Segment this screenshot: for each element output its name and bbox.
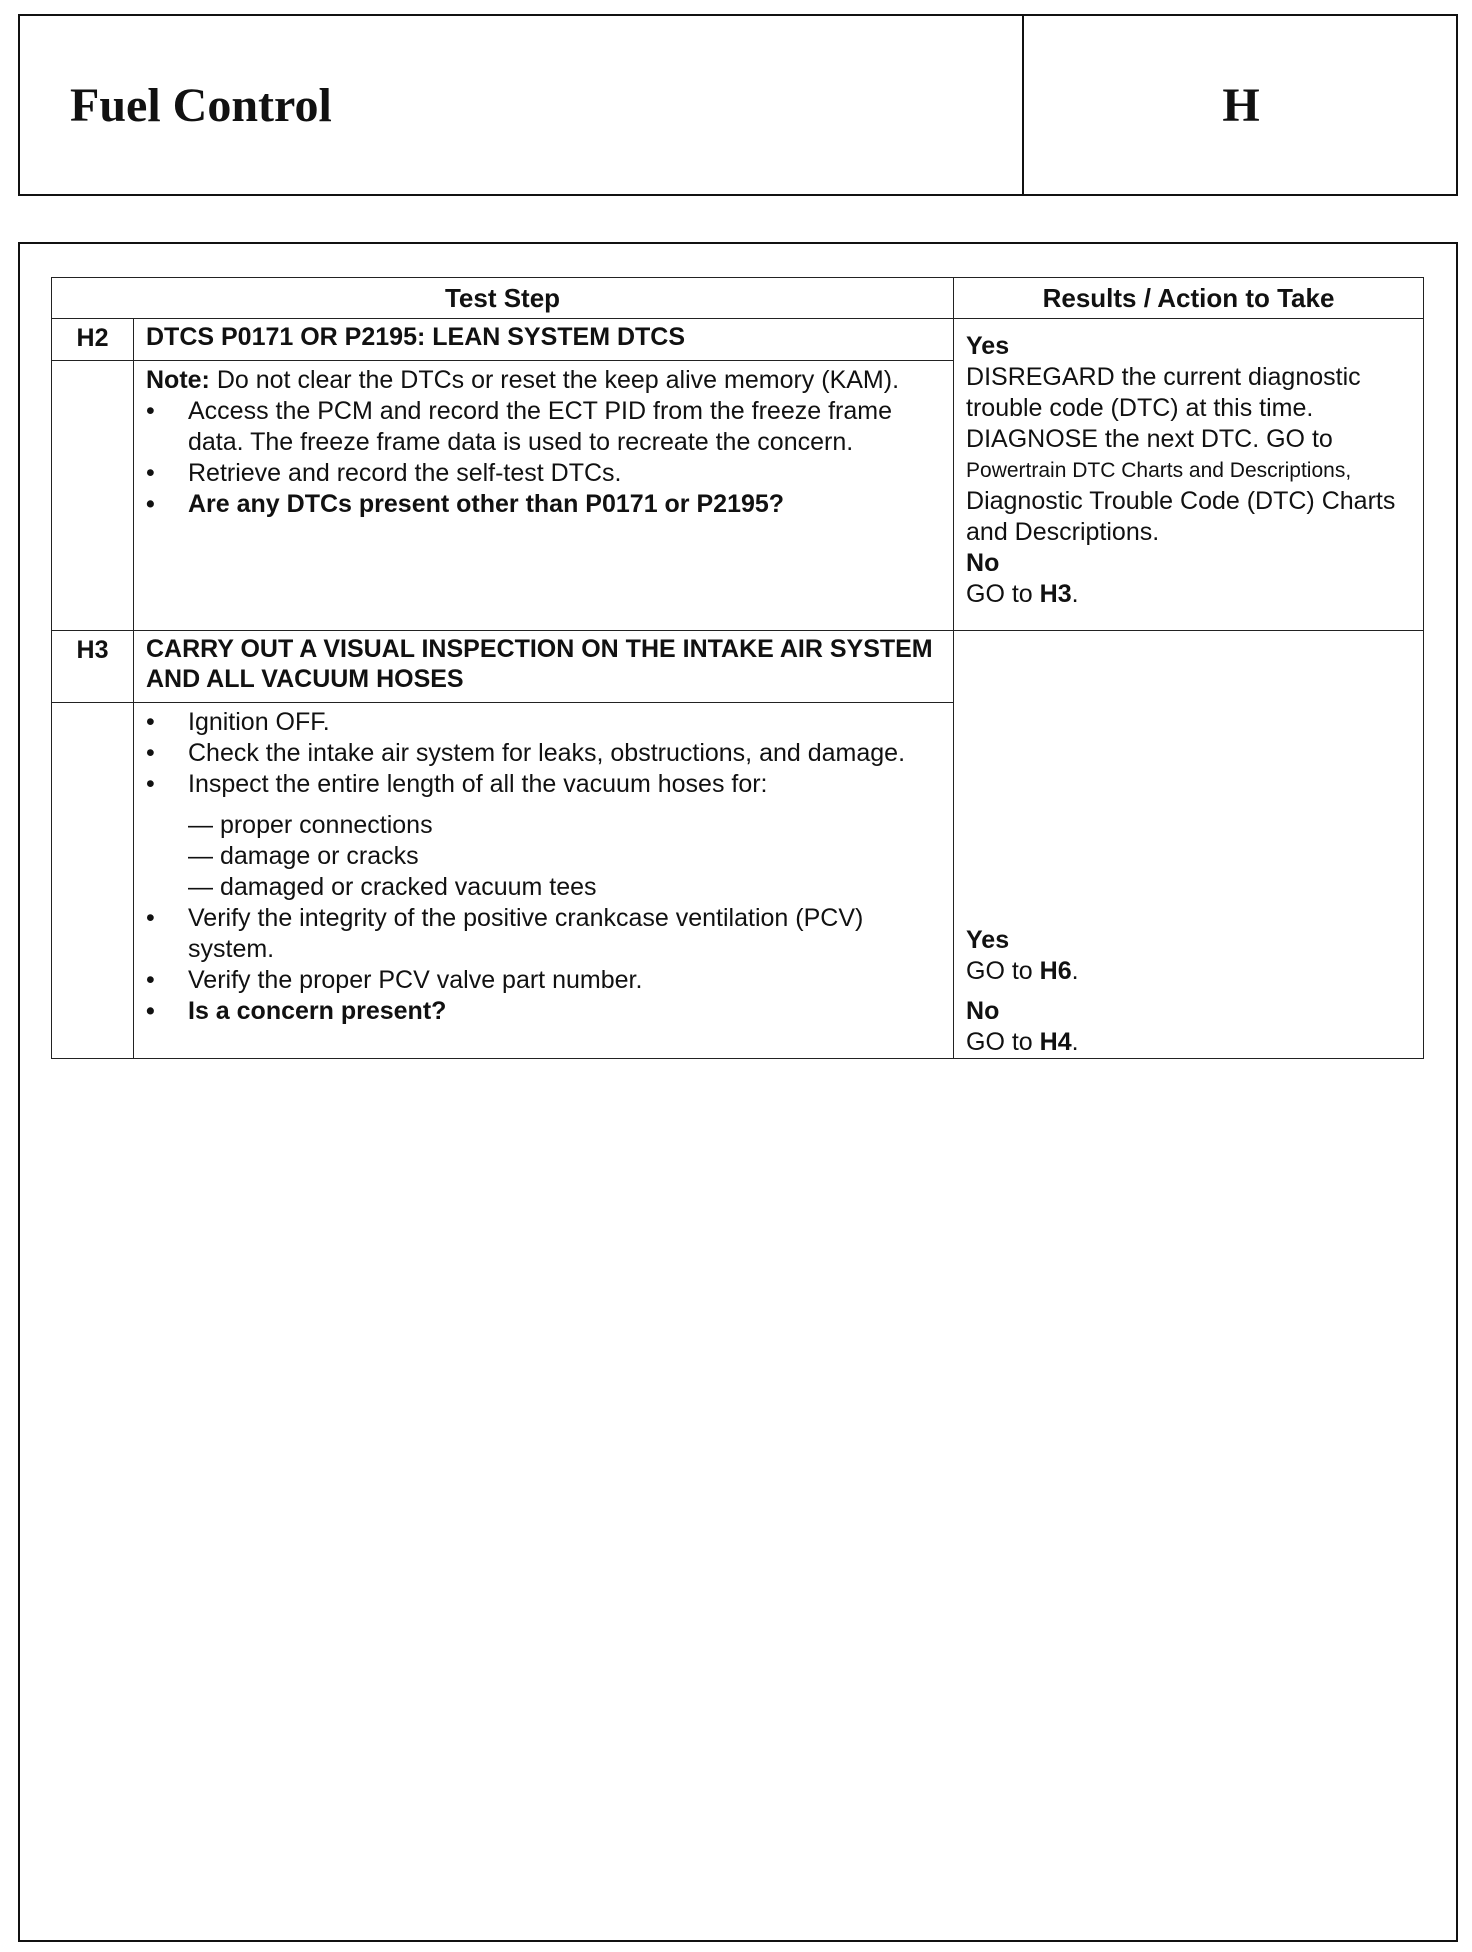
page-header — [18, 14, 1458, 196]
h3-bullet-1: • Ignition OFF. — [146, 707, 943, 738]
test-step-table — [51, 277, 1424, 1059]
page-title: Fuel Control — [70, 79, 332, 132]
section-letter: H — [1222, 79, 1260, 132]
h2-yes-line3: Powertrain DTC Charts and Descriptions, — [966, 459, 1352, 482]
h2-id-spacer — [52, 361, 134, 631]
h2-step-title: DTCS P0171 OR P2195: LEAN SYSTEM DTCS — [134, 319, 954, 361]
h2-results — [954, 319, 1424, 631]
table-header-row — [52, 278, 1424, 319]
h3-yes-label: Yes — [966, 926, 1010, 954]
h2-yes-line2: DIAGNOSE the next DTC. GO to — [966, 425, 1333, 453]
h2-note-text: Do not clear the DTCs or reset the keep alive memory (KAM). — [209, 366, 900, 394]
h3-bullet-2: • Check the intake air system for leaks, obstructions, and damage. — [146, 738, 943, 769]
h3-step-body — [134, 703, 954, 1059]
col-header-test-step: Test Step — [52, 278, 954, 319]
h2-step-body — [134, 361, 954, 631]
h2-step-id: H2 — [52, 319, 134, 361]
h3-id-spacer — [52, 703, 134, 1059]
h3-no-action: GO to H4. — [966, 1028, 1079, 1056]
h3-sub-1: — proper connections — [188, 811, 433, 839]
h3-no-step: H4 — [1039, 1028, 1072, 1056]
h3-step-id: H3 — [52, 631, 134, 703]
h2-no-step: H3 — [1039, 580, 1072, 608]
h2-bullet-3: • Are any DTCs present other than P0171 or P2195? — [146, 489, 943, 520]
h2-bullet-1: • Access the PCM and record the ECT PID from the freeze frame data. The freeze frame data is used to recreate the concern. — [146, 396, 943, 458]
h3-bullet-4: • Verify the integrity of the positive crankcase ventilation (PCV) system. — [146, 903, 943, 965]
col-header-results: Results / Action to Take — [954, 278, 1424, 319]
h3-yes-step: H6 — [1039, 957, 1072, 985]
h3-sub-3: — damaged or cracked vacuum tees — [188, 873, 597, 901]
h3-bullet-5: • Verify the proper PCV valve part number. — [146, 965, 943, 996]
h2-no-action: GO to H3. — [966, 580, 1079, 608]
h2-note-label: Note: — [146, 366, 210, 394]
h2-yes-label: Yes — [966, 332, 1010, 360]
h2-yes-line4: Diagnostic Trouble Code (DTC) Charts and Descriptions. — [966, 487, 1396, 546]
h2-note — [146, 365, 943, 396]
h2-yes-line1: DISREGARD the current diagnostic trouble code (DTC) at this time. — [966, 363, 1361, 422]
h3-step-title: CARRY OUT A VISUAL INSPECTION ON THE INTAKE AIR SYSTEM AND ALL VACUUM HOSES — [134, 631, 954, 703]
h2-title-row — [52, 319, 1424, 361]
h3-bullet-3: • Inspect the entire length of all the vacuum hoses for: — [146, 769, 943, 800]
h2-no-label: No — [966, 549, 1000, 577]
h3-results — [954, 631, 1424, 1059]
h3-yes-action: GO to H6. — [966, 957, 1079, 985]
h3-no-label: No — [966, 997, 1000, 1025]
h3-title-row — [52, 631, 1424, 703]
h3-bullet-6: • Is a concern present? — [146, 996, 943, 1027]
h2-bullet-2: • Retrieve and record the self-test DTCs. — [146, 458, 943, 489]
h3-sub-2: — damage or cracks — [188, 842, 419, 870]
